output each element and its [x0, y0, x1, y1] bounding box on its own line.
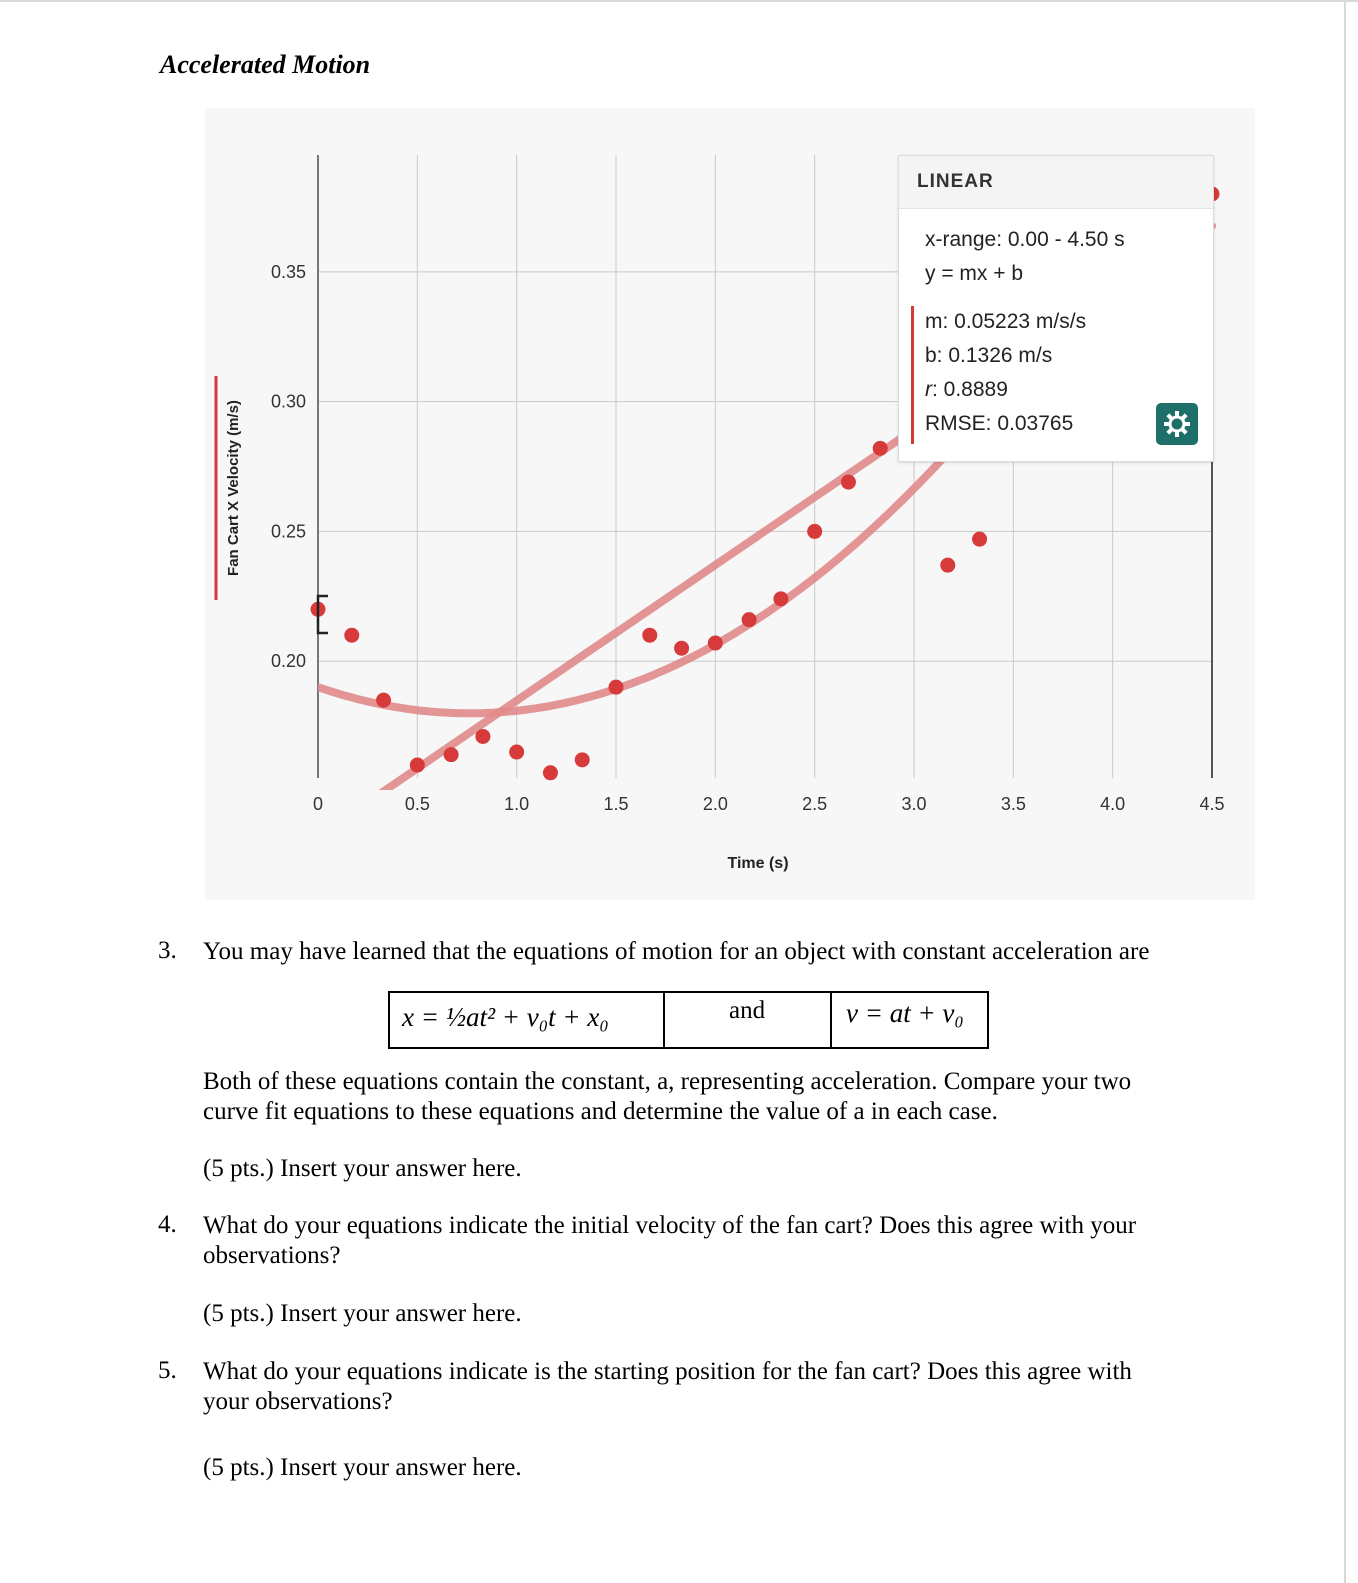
fit-rmse: RMSE: 0.03765: [925, 412, 1074, 435]
data-point: [972, 532, 987, 547]
question-5-line-1: What do your equations indicate is the starting position for the fan cart? Does this agree with: [203, 1358, 1132, 1385]
data-point: [708, 636, 723, 651]
linear-fit-panel[interactable]: [898, 155, 1214, 462]
question-3-followup-line-1: Both of these equations contain the constant, a, representing acceleration. Compare your two: [203, 1068, 1132, 1095]
fit-correlation: [925, 378, 1008, 402]
x-tick-label: 4.0: [1100, 794, 1126, 814]
question-5-line-2: your observations?: [203, 1388, 393, 1415]
question-3-answer[interactable]: (5 pts.) Insert your answer here.: [203, 1155, 522, 1182]
y-tick-label: 0.20: [270, 651, 306, 672]
position-equation: x = ½at² + v₀t + x₀: [402, 1002, 609, 1032]
x-tick-label: 3.5: [1000, 794, 1026, 814]
data-point: [344, 628, 359, 643]
gear-icon: [1156, 403, 1198, 445]
question-3-followup-line-2: curve fit equations to these equations and determine the value of a in each case.: [203, 1098, 998, 1125]
x-axis-label: Time (s): [727, 855, 789, 872]
x-tick-label: 4.5: [1199, 794, 1225, 814]
fit-series-color-bar: [911, 306, 914, 444]
data-point: [444, 747, 459, 762]
data-point: [742, 612, 757, 627]
fit-equation: y = mx + b: [925, 262, 1024, 285]
question-3-number: 3.: [158, 937, 177, 964]
y-tick-label: 0.35: [270, 261, 306, 282]
question-5-number: 5.: [158, 1357, 177, 1384]
data-point: [642, 628, 657, 643]
equations-table: [388, 991, 989, 1049]
data-point: [410, 758, 425, 773]
velocity-equation: v = at + v₀: [846, 998, 964, 1028]
position-equation-cell: [390, 993, 665, 1047]
velocity-equation-cell: [832, 993, 987, 1047]
fit-slope: m: 0.05223 m/s/s: [925, 310, 1087, 333]
fit-settings-button[interactable]: [1156, 403, 1198, 445]
question-5-answer[interactable]: (5 pts.) Insert your answer here.: [203, 1454, 522, 1481]
fit-x-range: x-range: 0.00 - 4.50 s: [925, 228, 1125, 251]
data-point: [841, 475, 856, 490]
data-point: [509, 745, 524, 760]
fit-r-symbol: r: [925, 378, 932, 401]
data-point: [543, 765, 558, 780]
x-tick-label: 2.0: [702, 794, 728, 814]
question-4-line-2: observations?: [203, 1242, 341, 1269]
question-4-line-1: What do your equations indicate the initial velocity of the fan cart? Does this agree with your: [203, 1212, 1137, 1239]
y-axis-label: Fan Cart X Velocity (m/s): [225, 400, 242, 576]
connector-cell: [665, 993, 832, 1047]
x-tick-label: 1.0: [504, 794, 530, 814]
question-4-number: 4.: [158, 1211, 177, 1238]
data-point: [940, 558, 955, 573]
x-tick-label: 1.5: [603, 794, 629, 814]
data-point: [475, 729, 490, 744]
x-tick-label: 2.5: [802, 794, 828, 814]
y-tick-label: 0.25: [270, 521, 306, 542]
data-point: [674, 641, 689, 656]
question-3-text: You may have learned that the equations of motion for an object with constant acceleration are: [203, 938, 1150, 965]
fit-panel-header: [899, 156, 1213, 209]
data-point: [575, 752, 590, 767]
y-axis-label-group: [216, 376, 242, 600]
data-point: [773, 591, 788, 606]
question-4-answer[interactable]: (5 pts.) Insert your answer here.: [203, 1300, 522, 1327]
x-tick-label: 3.0: [901, 794, 927, 814]
equation-connector: and: [729, 997, 766, 1024]
fit-intercept: b: 0.1326 m/s: [925, 344, 1053, 367]
data-point: [376, 693, 391, 708]
data-point: [609, 680, 624, 695]
x-tick-label: 0.5: [404, 794, 430, 814]
y-tick-label: 0.30: [270, 391, 306, 412]
fit-type-label: LINEAR: [917, 171, 994, 192]
data-point: [873, 441, 888, 456]
data-point: [807, 524, 822, 539]
document-title: Accelerated Motion: [160, 50, 371, 79]
x-tick-label: 0: [312, 794, 324, 814]
fit-r-value: : 0.8889: [932, 378, 1008, 401]
